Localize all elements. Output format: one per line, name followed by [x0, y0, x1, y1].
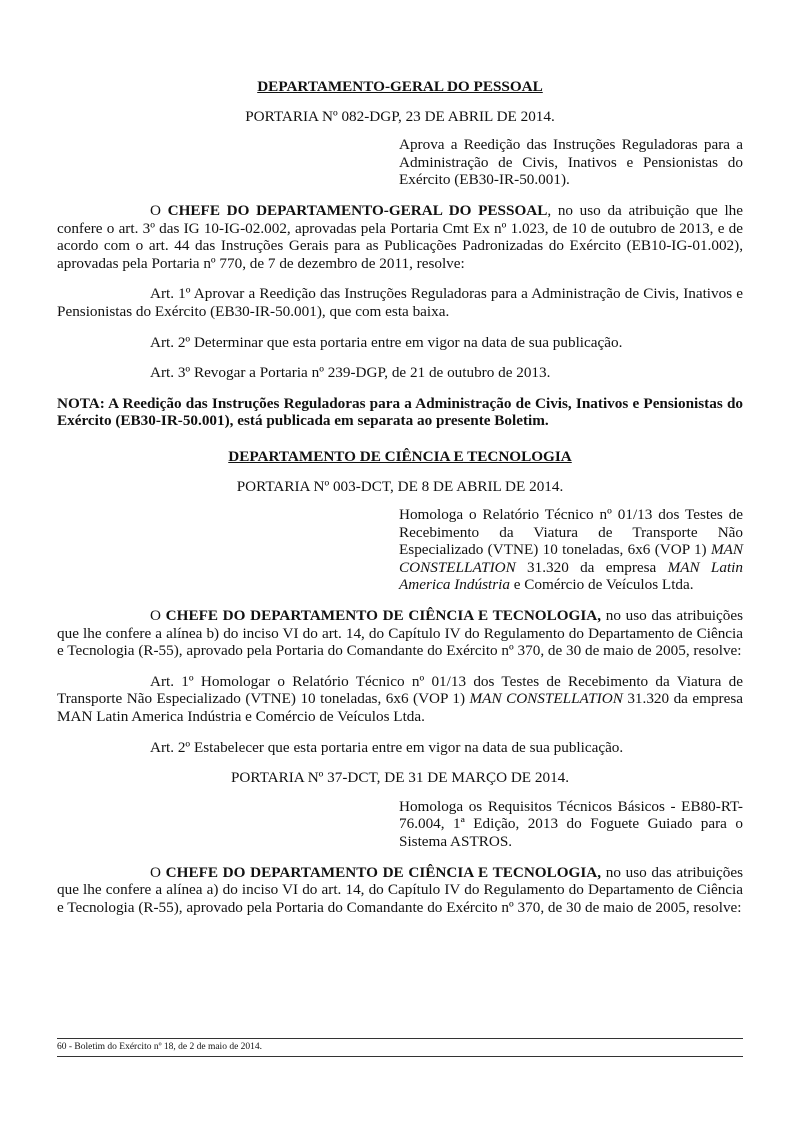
page-footer: 60 - Boletim do Exército nº 18, de 2 de maio de 2014.	[57, 1038, 743, 1057]
article-2-082: Art. 2º Determinar que esta portaria entre em vigor na data de sua publicação.	[150, 333, 623, 351]
article-3-082: Art. 3º Revogar a Portaria nº 239-DGP, de 21 de outubro de 2013.	[150, 364, 551, 382]
authority-name: CHEFE DO DEPARTAMENTO DE CIÊNCIA E TECNOLOGIA,	[165, 863, 602, 881]
portaria-title-082: PORTARIA Nº 082-DGP, 23 DE ABRIL DE 2014.	[245, 107, 555, 125]
section-heading-dgp: DEPARTAMENTO-GERAL DO PESSOAL	[257, 78, 543, 95]
intro-paragraph-082: O CHEFE DO DEPARTAMENTO-GERAL DO PESSOAL, no uso da atribuição que lhe confere o art. 3º das IG 10-IG-02.002, aprovadas pela Portaria Cmt Ex nº 1.023, de 10 de outubro de 2013, e de acordo com o art. 44 das Instruções Gerais para as Publicações Padronizadas do Exército (EB10-IG-01.002), aprovadas pela Portaria nº 770, de 7 de dezembro de 2011, resolve:	[57, 201, 743, 272]
intro-paragraph-37: O CHEFE DO DEPARTAMENTO DE CIÊNCIA E TECNOLOGIA, no uso das atribuições que lhe confere a alínea a) do inciso VI do art. 14, do Capítulo IV do Regulamento do Departamento de Ciência e Tecnologia (R-55), aprovado pela Portaria do Comandante do Exército nº 370, de 30 de maio de 2005, resolve:	[57, 863, 743, 916]
article-1-082: Art. 1º Aprovar a Reedição das Instruções Reguladoras para a Administração de Civis, Inativos e Pensionistas do Exército (EB30-IR-50.001), que com esta baixa.	[57, 285, 743, 320]
article-1-003: Art. 1º Homologar o Relatório Técnico nº 01/13 dos Testes de Recebimento da Viatura de Transporte Não Especializado (VTNE) 10 toneladas, 6x6 (VOP 1) MAN CONSTELLATION 31.320 da empresa MAN Latin America Indústria e Comércio de Veículos Ltda.	[57, 672, 744, 726]
nota-paragraph: NOTA: A Reedição das Instruções Reguladoras para a Administração de Civis, Inativos e Pensionistas do Exército (EB30-IR-50.001), está publicada em separata ao presente Boletim.	[57, 394, 743, 430]
authority-name: CHEFE DO DEPARTAMENTO-GERAL DO PESSOAL	[167, 201, 548, 219]
ementa-003: Homologa o Relatório Técnico nº 01/13 dos Testes de Recebimento da Viatura de Transporte Não Especializado (VTNE) 10 toneladas, 6x6 (VOP 1) MAN CONSTELLATION 31.320 da empresa MAN Latin America Indústria e Comércio de Veículos Ltda.	[399, 506, 743, 594]
intro-paragraph-003: O CHEFE DO DEPARTAMENTO DE CIÊNCIA E TECNOLOGIA, no uso das atribuições que lhe confere a alínea b) do inciso VI do art. 14, do Capítulo IV do Regulamento do Departamento de Ciência e Tecnologia (R-55), aprovado pela Portaria do Comandante do Exército nº 370, de 30 de maio de 2005, resolve:	[57, 607, 743, 660]
authority-name: CHEFE DO DEPARTAMENTO DE CIÊNCIA E TECNOLOGIA,	[165, 607, 602, 625]
section-heading-dct: DEPARTAMENTO DE CIÊNCIA E TECNOLOGIA	[228, 447, 572, 465]
article-2-003: Art. 2º Estabelecer que esta portaria entre em vigor na data de sua publicação.	[150, 738, 624, 756]
portaria-title-003: PORTARIA Nº 003-DCT, DE 8 DE ABRIL DE 2014.	[236, 477, 564, 495]
portaria-title-37: PORTARIA Nº 37-DCT, DE 31 DE MARÇO DE 2014.	[230, 769, 570, 787]
ementa-37: Homologa os Requisitos Técnicos Básicos - EB80-RT-76.004, 1ª Edição, 2013 do Foguete Guiado para o Sistema ASTROS.	[399, 797, 743, 850]
ementa-082: Aprova a Reedição das Instruções Reguladoras para a Administração de Civis, Inativos e Pensionistas do Exército (EB30-IR-50.001).	[399, 136, 743, 189]
page-content	[57, 78, 743, 929]
